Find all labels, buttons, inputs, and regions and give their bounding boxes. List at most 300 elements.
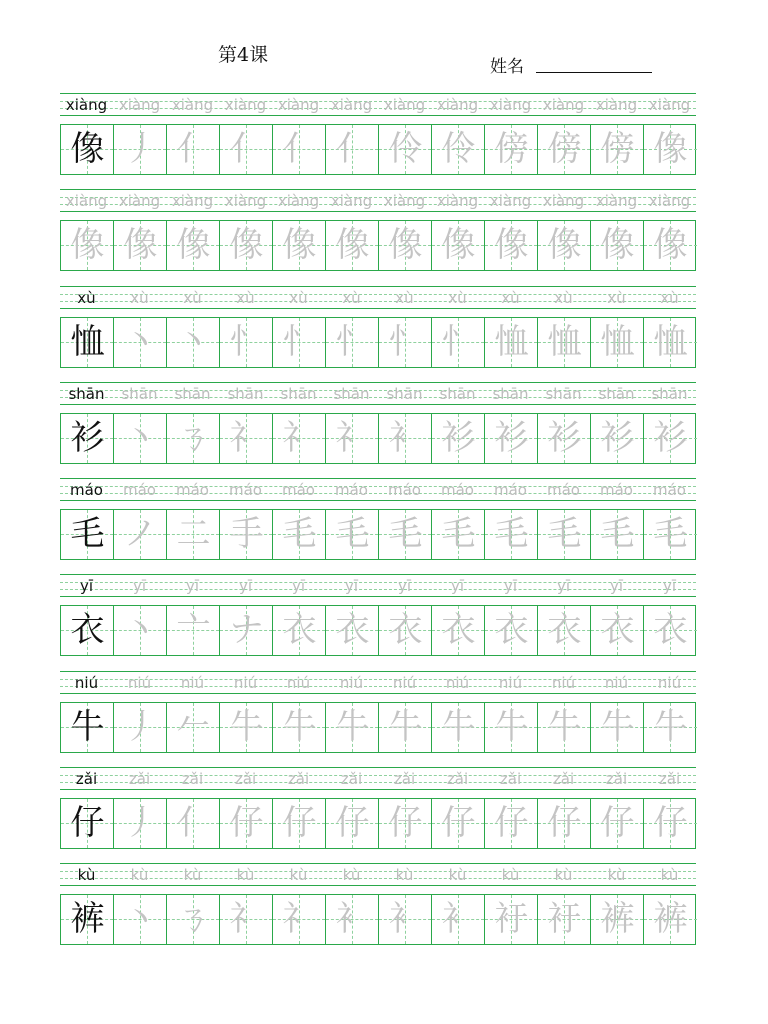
tianzige-cell[interactable] <box>591 606 644 655</box>
practice-row <box>60 478 696 574</box>
pinyin-label: zǎi <box>605 770 628 789</box>
tianzige-cell[interactable] <box>114 221 167 270</box>
pinyin-label: xù <box>236 288 255 307</box>
trace-character: 恤 <box>653 321 688 362</box>
pinyin-line <box>60 478 696 501</box>
tianzige-cell[interactable] <box>538 510 591 559</box>
pinyin-label: zǎi <box>234 770 257 789</box>
tianzige-cell[interactable] <box>167 799 220 848</box>
trace-character: 衫 <box>600 417 635 458</box>
pinyin-label: kù <box>236 866 255 885</box>
pinyin-label: xiàng <box>542 192 585 211</box>
tianzige-cell[interactable] <box>220 799 273 848</box>
tianzige-cell[interactable] <box>644 510 697 559</box>
tianzige-cell[interactable] <box>114 799 167 848</box>
trace-character: 傍 <box>494 129 529 169</box>
pinyin-line <box>60 574 696 597</box>
tianzige-cell[interactable] <box>114 895 167 944</box>
tianzige-cell[interactable] <box>273 895 326 944</box>
trace-character: ナ <box>229 610 264 651</box>
pinyin-label: máo <box>229 481 262 500</box>
trace-character: 礻 <box>282 417 317 458</box>
pinyin-label: yī <box>79 577 94 596</box>
tianzige-cell[interactable] <box>591 414 644 463</box>
tianzige-cell[interactable] <box>379 606 432 655</box>
pinyin-label: kù <box>395 866 414 885</box>
pinyin-label: shān <box>598 384 635 403</box>
tianzige-cell[interactable] <box>326 125 379 174</box>
trace-character: 二 <box>176 514 211 555</box>
tianzige-cell[interactable] <box>538 799 591 848</box>
trace-character: 丿 <box>123 129 158 169</box>
pinyin-label: xiàng <box>277 192 320 211</box>
pinyin-label: kù <box>183 866 202 885</box>
pinyin-label: máo <box>441 481 474 500</box>
pinyin-label: xù <box>395 288 414 307</box>
tianzige-cell[interactable] <box>432 318 485 367</box>
tianzige-cell[interactable] <box>273 510 326 559</box>
model-character: 恤 <box>70 321 105 362</box>
pinyin-label: shān <box>227 384 264 403</box>
tianzige-cell[interactable] <box>273 318 326 367</box>
trace-character: 亻 <box>282 129 317 169</box>
pinyin-label: zǎi <box>658 770 681 789</box>
trace-character: 仔 <box>600 803 635 844</box>
pinyin-label: kù <box>554 866 573 885</box>
tianzige-cell[interactable] <box>432 606 485 655</box>
pinyin-label: xù <box>342 288 361 307</box>
tianzige-cell[interactable] <box>644 221 697 270</box>
pinyin-label: máo <box>282 481 315 500</box>
model-character: 裤 <box>70 899 105 940</box>
pinyin-label: yī <box>503 577 518 596</box>
tianzige-cell[interactable] <box>591 510 644 559</box>
trace-character: 像 <box>388 225 423 266</box>
tianzige-cell[interactable] <box>644 318 697 367</box>
tianzige-cell[interactable] <box>485 703 538 752</box>
tianzige-cell[interactable] <box>432 895 485 944</box>
pinyin-label: niú <box>551 673 576 692</box>
trace-character: 仔 <box>229 803 264 844</box>
trace-character: 忄 <box>282 321 317 362</box>
trace-character: 丿 <box>123 706 158 747</box>
pinyin-label: xiàng <box>648 96 691 114</box>
trace-character: 衣 <box>335 610 370 651</box>
trace-character: 伶 <box>388 129 423 169</box>
tianzige-cell[interactable] <box>114 510 167 559</box>
tianzige-cell[interactable] <box>167 703 220 752</box>
pinyin-label: yī <box>609 577 624 596</box>
lesson-title: 第4课 <box>218 44 269 66</box>
pinyin-label: kù <box>342 866 361 885</box>
tianzige-cell[interactable] <box>644 606 697 655</box>
tianzige-cell[interactable] <box>326 221 379 270</box>
tianzige-cell[interactable] <box>273 703 326 752</box>
trace-character: 丶 <box>123 321 158 362</box>
trace-character: 手 <box>229 514 264 555</box>
tianzige-cell[interactable] <box>485 606 538 655</box>
practice-row <box>60 863 696 959</box>
tianzige-cell[interactable] <box>485 799 538 848</box>
trace-character: 牛 <box>229 706 264 747</box>
tianzige-cell[interactable] <box>326 895 379 944</box>
character-grid <box>60 605 696 656</box>
pinyin-label: xiàng <box>383 96 426 114</box>
pinyin-label: xù <box>130 288 149 307</box>
tianzige-cell[interactable] <box>432 799 485 848</box>
pinyin-label: niú <box>339 673 364 692</box>
tianzige-cell[interactable] <box>644 703 697 752</box>
tianzige-cell[interactable] <box>220 318 273 367</box>
pinyin-label: shān <box>333 384 370 403</box>
tianzige-cell[interactable] <box>61 703 114 752</box>
trace-character: 仔 <box>282 803 317 844</box>
trace-character: 忄 <box>388 321 423 362</box>
tianzige-cell[interactable] <box>485 221 538 270</box>
tianzige-cell[interactable] <box>538 221 591 270</box>
trace-character: 衣 <box>494 610 529 651</box>
pinyin-label: yī <box>556 577 571 596</box>
pinyin-label: kù <box>77 866 96 885</box>
tianzige-cell[interactable] <box>379 414 432 463</box>
practice-row <box>60 767 696 863</box>
trace-character: 牛 <box>282 706 317 747</box>
trace-character: 衣 <box>282 610 317 651</box>
tianzige-cell[interactable] <box>379 318 432 367</box>
trace-character: 恤 <box>600 321 635 362</box>
pinyin-label: zǎi <box>287 770 310 789</box>
pinyin-label: xiàng <box>436 192 479 211</box>
tianzige-cell[interactable] <box>167 414 220 463</box>
pinyin-label: yī <box>397 577 412 596</box>
trace-character: 裤 <box>600 899 635 940</box>
tianzige-cell[interactable] <box>485 318 538 367</box>
pinyin-label: shān <box>386 384 423 403</box>
tianzige-cell[interactable] <box>61 125 114 174</box>
tianzige-cell[interactable] <box>379 799 432 848</box>
pinyin-label: xiàng <box>224 96 267 114</box>
trace-character: 牛 <box>653 706 688 747</box>
trace-character: 牛 <box>547 706 582 747</box>
pinyin-label: zǎi <box>393 770 416 789</box>
pinyin-label: niú <box>74 673 99 692</box>
trace-character: 像 <box>335 225 370 266</box>
trace-character: 像 <box>547 225 582 266</box>
tianzige-cell[interactable] <box>220 895 273 944</box>
character-grid <box>60 317 696 368</box>
tianzige-cell[interactable] <box>326 318 379 367</box>
pinyin-label: zǎi <box>340 770 363 789</box>
tianzige-cell[interactable] <box>591 318 644 367</box>
tianzige-cell[interactable] <box>220 125 273 174</box>
trace-character: 像 <box>653 225 688 266</box>
pinyin-label: kù <box>501 866 520 885</box>
pinyin-label: xiàng <box>436 96 479 114</box>
pinyin-label: xiàng <box>595 96 638 114</box>
tianzige-cell[interactable] <box>644 414 697 463</box>
tianzige-cell[interactable] <box>220 606 273 655</box>
pinyin-label: shān <box>651 384 688 403</box>
pinyin-label: shān <box>280 384 317 403</box>
trace-character: 傍 <box>547 129 582 169</box>
tianzige-cell[interactable] <box>167 510 220 559</box>
trace-character: 亠 <box>176 610 211 651</box>
tianzige-cell[interactable] <box>591 895 644 944</box>
tianzige-cell[interactable] <box>273 125 326 174</box>
character-grid <box>60 413 696 464</box>
pinyin-label: máo <box>176 481 209 500</box>
trace-character: 毛 <box>335 514 370 555</box>
tianzige-cell[interactable] <box>538 895 591 944</box>
character-grid <box>60 798 696 849</box>
pinyin-label: yī <box>291 577 306 596</box>
trace-character: 丿 <box>123 803 158 844</box>
model-character: 像 <box>70 225 105 266</box>
trace-character: 礻 <box>229 417 264 458</box>
trace-character: 恤 <box>494 321 529 362</box>
trace-character: 衣 <box>653 610 688 651</box>
trace-character: ノ <box>123 514 158 555</box>
practice-row <box>60 382 696 478</box>
tianzige-cell[interactable] <box>379 221 432 270</box>
tianzige-cell[interactable] <box>379 125 432 174</box>
tianzige-cell[interactable] <box>326 414 379 463</box>
tianzige-cell[interactable] <box>591 221 644 270</box>
tianzige-cell[interactable] <box>485 125 538 174</box>
tianzige-cell[interactable] <box>538 318 591 367</box>
pinyin-label: yī <box>132 577 147 596</box>
pinyin-label: xiàng <box>330 96 373 114</box>
pinyin-label: máo <box>653 481 686 500</box>
tianzige-cell[interactable] <box>61 414 114 463</box>
pinyin-line <box>60 863 696 886</box>
tianzige-cell[interactable] <box>167 895 220 944</box>
tianzige-cell[interactable] <box>167 221 220 270</box>
trace-character: 衣 <box>388 610 423 651</box>
pinyin-label: shān <box>174 384 211 403</box>
character-grid <box>60 702 696 753</box>
tianzige-cell[interactable] <box>61 510 114 559</box>
tianzige-cell[interactable] <box>379 510 432 559</box>
tianzige-cell[interactable] <box>220 510 273 559</box>
tianzige-cell[interactable] <box>61 221 114 270</box>
pinyin-label: xiàng <box>648 192 691 211</box>
pinyin-label: zǎi <box>499 770 522 789</box>
name-blank-line[interactable] <box>536 72 652 73</box>
tianzige-cell[interactable] <box>432 221 485 270</box>
trace-character: 𠂉 <box>176 706 211 747</box>
tianzige-cell[interactable] <box>591 125 644 174</box>
tianzige-cell[interactable] <box>432 510 485 559</box>
pinyin-label: máo <box>388 481 421 500</box>
pinyin-label: xiàng <box>542 96 585 114</box>
pinyin-line <box>60 286 696 309</box>
trace-character: ㄋ <box>176 417 211 458</box>
tianzige-cell[interactable] <box>538 703 591 752</box>
tianzige-cell[interactable] <box>538 125 591 174</box>
tianzige-cell[interactable] <box>114 703 167 752</box>
pinyin-label: máo <box>494 481 527 500</box>
trace-character: 丶 <box>123 899 158 940</box>
tianzige-cell[interactable] <box>379 703 432 752</box>
trace-character: 牛 <box>388 706 423 747</box>
tianzige-cell[interactable] <box>167 125 220 174</box>
trace-character: 礻 <box>229 899 264 940</box>
tianzige-cell[interactable] <box>432 125 485 174</box>
pinyin-label: kù <box>660 866 679 885</box>
pinyin-label: xiàng <box>330 192 373 211</box>
tianzige-cell[interactable] <box>61 606 114 655</box>
tianzige-cell[interactable] <box>591 703 644 752</box>
trace-character: 衫 <box>653 417 688 458</box>
trace-character: 衫 <box>494 417 529 458</box>
trace-character: 衤 <box>388 899 423 940</box>
pinyin-line <box>60 767 696 790</box>
pinyin-label: xù <box>607 288 626 307</box>
pinyin-label: máo <box>123 481 156 500</box>
trace-character: 丶 <box>123 417 158 458</box>
trace-character: 忄 <box>441 321 476 362</box>
trace-character: 毛 <box>600 514 635 555</box>
tianzige-cell[interactable] <box>61 799 114 848</box>
trace-character: 傍 <box>600 129 635 169</box>
tianzige-cell[interactable] <box>538 414 591 463</box>
trace-character: 像 <box>282 225 317 266</box>
trace-character: 毛 <box>441 514 476 555</box>
trace-character: 牛 <box>600 706 635 747</box>
model-character: 牛 <box>70 706 105 747</box>
tianzige-cell[interactable] <box>485 414 538 463</box>
tianzige-cell[interactable] <box>114 606 167 655</box>
tianzige-cell[interactable] <box>326 799 379 848</box>
tianzige-cell[interactable] <box>432 414 485 463</box>
pinyin-label: xiàng <box>171 192 214 211</box>
trace-character: 礻 <box>335 417 370 458</box>
pinyin-line <box>60 671 696 694</box>
trace-character: 衣 <box>441 610 476 651</box>
pinyin-label: xù <box>77 288 96 307</box>
pinyin-label: kù <box>130 866 149 885</box>
pinyin-label: xiàng <box>171 96 214 114</box>
pinyin-label: yī <box>344 577 359 596</box>
trace-character: 毛 <box>494 514 529 555</box>
practice-row <box>60 574 696 670</box>
tianzige-cell[interactable] <box>273 221 326 270</box>
tianzige-cell[interactable] <box>273 606 326 655</box>
trace-character: 牛 <box>441 706 476 747</box>
tianzige-cell[interactable] <box>114 318 167 367</box>
tianzige-cell[interactable] <box>167 606 220 655</box>
pinyin-label: kù <box>448 866 467 885</box>
tianzige-cell[interactable] <box>379 895 432 944</box>
tianzige-cell[interactable] <box>326 606 379 655</box>
tianzige-cell[interactable] <box>220 703 273 752</box>
pinyin-label: xù <box>660 288 679 307</box>
tianzige-cell[interactable] <box>485 895 538 944</box>
trace-character: 衤 <box>335 899 370 940</box>
pinyin-label: xiàng <box>224 192 267 211</box>
trace-character: 牛 <box>494 706 529 747</box>
pinyin-label: xiàng <box>595 192 638 211</box>
trace-character: 丶 <box>176 321 211 362</box>
trace-character: 像 <box>441 225 476 266</box>
pinyin-label: xiàng <box>118 96 161 114</box>
pinyin-label: niú <box>445 673 470 692</box>
trace-character: 仔 <box>441 803 476 844</box>
trace-character: 像 <box>176 225 211 266</box>
trace-character: 亻 <box>176 803 211 844</box>
tianzige-cell[interactable] <box>220 414 273 463</box>
tianzige-cell[interactable] <box>61 895 114 944</box>
trace-character: 仔 <box>653 803 688 844</box>
tianzige-cell[interactable] <box>644 799 697 848</box>
trace-character: 像 <box>600 225 635 266</box>
tianzige-cell[interactable] <box>644 125 697 174</box>
pinyin-label: zǎi <box>181 770 204 789</box>
tianzige-cell[interactable] <box>167 318 220 367</box>
pinyin-label: xù <box>183 288 202 307</box>
pinyin-label: xiàng <box>489 96 532 114</box>
trace-character: 恤 <box>547 321 582 362</box>
trace-character: 衤 <box>388 417 423 458</box>
pinyin-label: xù <box>448 288 467 307</box>
pinyin-label: kù <box>289 866 308 885</box>
trace-character: 毛 <box>282 514 317 555</box>
pinyin-label: niú <box>127 673 152 692</box>
pinyin-label: máo <box>600 481 633 500</box>
tianzige-cell[interactable] <box>273 414 326 463</box>
pinyin-label: shān <box>492 384 529 403</box>
pinyin-label: xù <box>501 288 520 307</box>
tianzige-cell[interactable] <box>326 703 379 752</box>
tianzige-cell[interactable] <box>273 799 326 848</box>
tianzige-cell[interactable] <box>220 221 273 270</box>
tianzige-cell[interactable] <box>591 799 644 848</box>
pinyin-label: xiàng <box>383 192 426 211</box>
pinyin-label: máo <box>335 481 368 500</box>
pinyin-label: máo <box>547 481 580 500</box>
pinyin-label: xù <box>554 288 573 307</box>
pinyin-label: niú <box>604 673 629 692</box>
pinyin-label: shān <box>121 384 158 403</box>
tianzige-cell[interactable] <box>114 125 167 174</box>
trace-character: 衧 <box>547 899 582 940</box>
pinyin-label: xiàng <box>489 192 532 211</box>
trace-character: 仔 <box>335 803 370 844</box>
tianzige-cell[interactable] <box>432 703 485 752</box>
trace-character: 毛 <box>547 514 582 555</box>
practice-row <box>60 189 696 285</box>
tianzige-cell[interactable] <box>538 606 591 655</box>
character-grid <box>60 509 696 560</box>
tianzige-cell[interactable] <box>485 510 538 559</box>
pinyin-label: yī <box>450 577 465 596</box>
tianzige-cell[interactable] <box>114 414 167 463</box>
trace-character: 亻 <box>229 129 264 169</box>
character-grid <box>60 220 696 271</box>
pinyin-label: zǎi <box>75 770 98 789</box>
pinyin-label: shān <box>68 384 105 403</box>
tianzige-cell[interactable] <box>61 318 114 367</box>
tianzige-cell[interactable] <box>644 895 697 944</box>
model-character: 衣 <box>70 610 105 651</box>
pinyin-line <box>60 189 696 212</box>
trace-character: 衧 <box>494 899 529 940</box>
model-character: 衫 <box>70 417 105 458</box>
trace-character: 裤 <box>653 899 688 940</box>
pinyin-label: xiàng <box>65 192 108 211</box>
tianzige-cell[interactable] <box>326 510 379 559</box>
